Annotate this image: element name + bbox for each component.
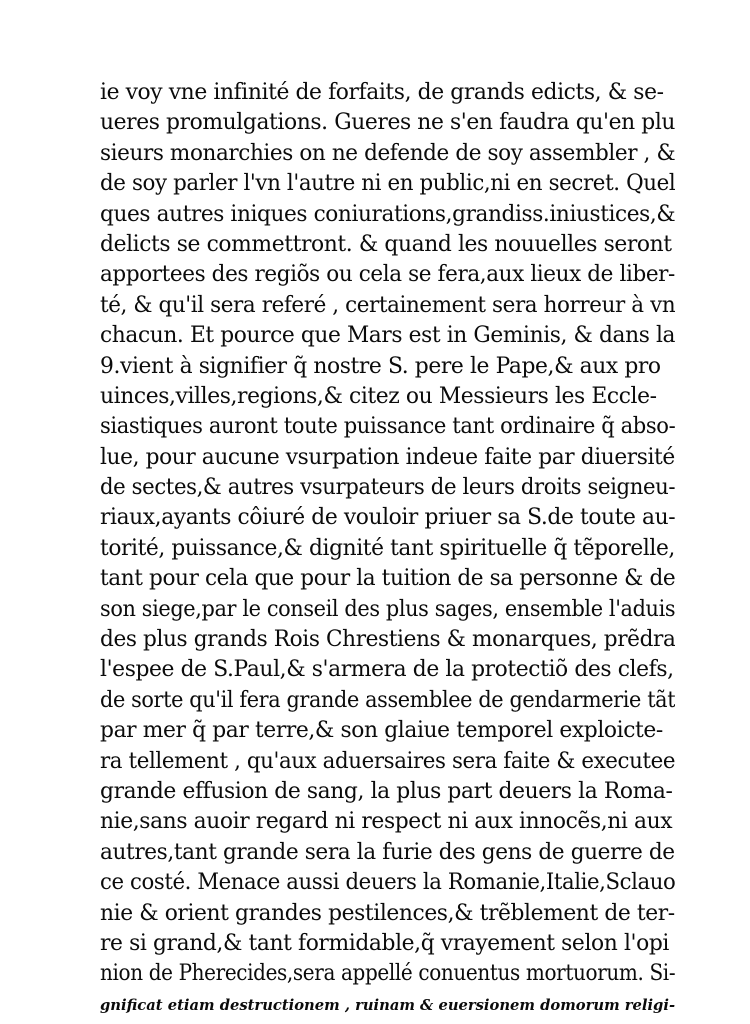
text-line: tant pour cela que pour la tuition de sa personne & de (100, 566, 675, 592)
text-line: 9.vient à signifier q̃ nostre S. pere le Pape,& aux pro (100, 353, 661, 379)
text-body (100, 78, 680, 1020)
text-line: apportees des regiõs ou cela se fera,aux lieux de liber- (100, 262, 675, 288)
text-line: par mer q̃ par terre,& son glaiue temporel exploicte- (100, 718, 663, 744)
text-line: ra tellement , qu'aux aduersaires sera faite & executee (100, 748, 675, 774)
text-line: té, & qu'il sera referé , certainement sera horreur à vn (100, 292, 675, 318)
text-line: ques autres iniques coniurations,grandiss.iniustices,& (100, 201, 675, 227)
text-line: uinces,villes,regions,& citez ou Messieurs les Eccle- (100, 383, 657, 409)
text-line: autres,tant grande sera la furie des gens de guerre de (100, 839, 675, 865)
text-line: chacun. Et pource que Mars est in Geminis, & dans la (100, 323, 675, 349)
text-line: de sorte qu'il fera grande assemblee de gendarmerie tãt (100, 687, 675, 713)
text-line: de soy parler l'vn l'autre ni en public,ni en secret. Quel (100, 171, 675, 197)
text-line: ie voy vne infinité de forfaits, de grands edicts, & se- (100, 80, 664, 105)
text-line: son siege,par le conseil des plus sages, ensemble l'aduis (100, 596, 675, 622)
text-line: grande effusion de sang, la plus part deuers la Roma- (100, 778, 673, 804)
text-line: sieurs monarchies on ne defende de soy assembler , & (100, 140, 675, 166)
text-line: lue, pour aucune vsurpation indeue faite par diuersité (100, 444, 675, 470)
text-line: nie & orient grandes pestilences,& trẽblement de ter- (100, 900, 675, 926)
text-line-italic: gnificat etiam destructionem , ruinam & euersionem domorum religi- (100, 995, 675, 1014)
text-line: des plus grands Rois Chrestiens & monarques, prẽdra (100, 627, 675, 653)
text-line: torité, puissance,& dignité tant spirituelle q̃ tẽporelle, (100, 535, 675, 561)
text-line: ueres promulgations. Gueres ne s'en faudra qu'en plu (100, 110, 675, 136)
text-line: l'espee de S.Paul,& s'armera de la protectiõ des clefs, (100, 657, 674, 683)
text-line: riaux,ayants côiuré de vouloir priuer sa S.de toute au- (100, 505, 675, 531)
text-line: ce costé. Menace aussi deuers la Romanie,Italie,Sclauo (100, 870, 675, 896)
text-line: delicts se commettront. & quand les nouuelles seront (100, 231, 672, 257)
text-line: re si grand,& tant formidable,q̃ vrayement selon l'opi (100, 930, 670, 956)
text-line: de sectes,& autres vsurpateurs de leurs droits seigneu- (100, 475, 675, 501)
text-line: nion de Pherecides,sera appellé conuentus mortuorum. Si- (100, 961, 675, 987)
text-line: nie,sans auoir regard ni respect ni aux innocẽs,ni aux (100, 809, 673, 835)
text-line: siastiques auront toute puissance tant ordinaire q̃ abso- (100, 414, 675, 440)
